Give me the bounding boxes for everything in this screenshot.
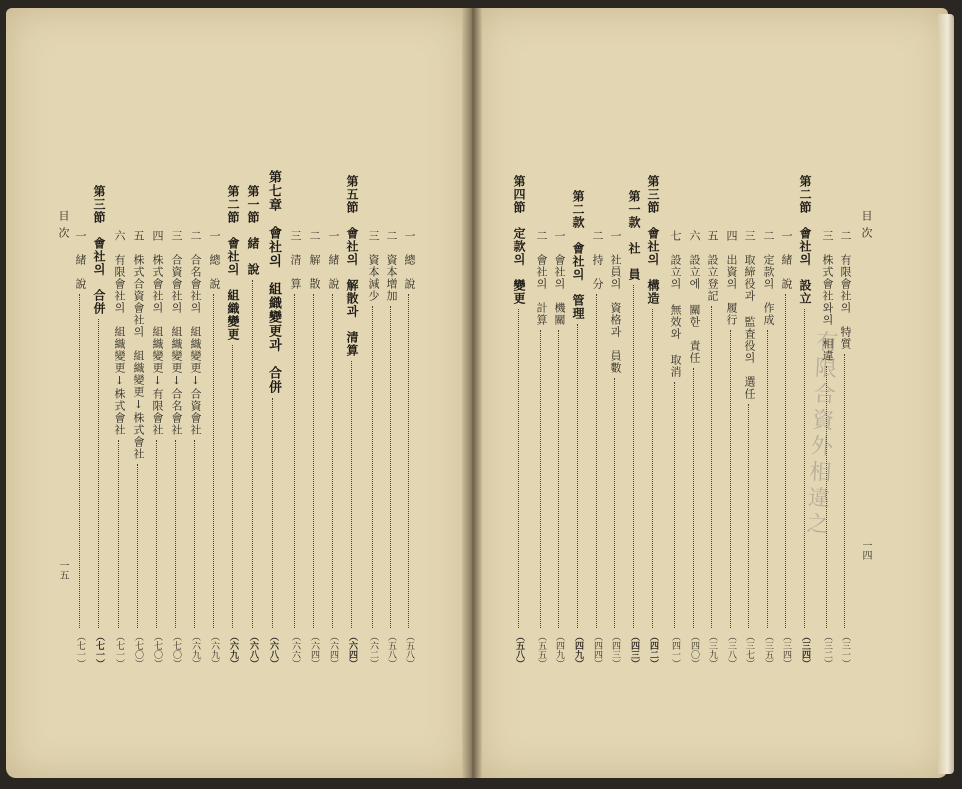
toc-entry-page: （六九） bbox=[228, 632, 238, 668]
leader-dots bbox=[804, 309, 805, 628]
toc-entry-title: 第四節 定款의 變更 bbox=[512, 175, 526, 305]
leader-dots bbox=[577, 324, 578, 628]
left-page-toc-entry bbox=[384, 230, 398, 668]
right-page-toc-entry bbox=[646, 175, 660, 668]
right-page-toc-entry bbox=[779, 230, 793, 668]
toc-entry-title: 三 合資會社의 組織變更↓合名會社 bbox=[170, 230, 183, 436]
toc-entry-page: （四四） bbox=[592, 632, 602, 668]
toc-entry-title: 三 株式會社와의 相違 bbox=[821, 230, 834, 362]
left-page-toc-entry bbox=[307, 230, 321, 668]
toc-entry-page: （六九） bbox=[209, 632, 219, 668]
leader-dots bbox=[175, 440, 176, 628]
toc-entry-page: （三四） bbox=[781, 632, 791, 668]
right-page-toc-entry bbox=[512, 175, 526, 668]
toc-entry-page: （四九） bbox=[573, 632, 583, 668]
toc-entry-title: 二 有限會社의 特質 bbox=[839, 230, 852, 350]
toc-entry-page: （三七） bbox=[744, 632, 754, 668]
left-page-toc-entry bbox=[169, 230, 183, 668]
leader-dots bbox=[294, 294, 295, 628]
left-page-toc-entry bbox=[402, 230, 416, 668]
toc-entry-page: （六四） bbox=[328, 632, 338, 668]
leader-dots bbox=[98, 319, 99, 628]
toc-entry-page: （六二） bbox=[368, 632, 378, 668]
toc-entry-page: （五八） bbox=[514, 632, 524, 668]
left-page-toc-entry bbox=[73, 230, 87, 668]
toc-entry-page: （七一） bbox=[114, 632, 124, 668]
leader-dots bbox=[232, 345, 233, 628]
leader-dots bbox=[118, 440, 119, 628]
toc-entry-page: （三五） bbox=[763, 632, 773, 668]
left-page-toc-entry bbox=[226, 185, 240, 668]
toc-entry-title: 第一款 社 員 bbox=[627, 190, 641, 281]
toc-entry-page: （六四） bbox=[309, 632, 319, 668]
toc-entry-page: （七〇） bbox=[171, 632, 181, 668]
leader-dots bbox=[332, 294, 333, 628]
left-page-toc-entry bbox=[266, 170, 280, 668]
toc-entry-title: 一 總 說 bbox=[403, 230, 416, 290]
toc-entry-page: （七一） bbox=[75, 632, 85, 668]
leader-dots bbox=[213, 294, 214, 628]
leader-dots bbox=[614, 378, 615, 628]
leader-dots bbox=[156, 440, 157, 628]
toc-entry-title: 二 合名會社의 組織變更↓合資會社 bbox=[189, 230, 202, 436]
leader-dots bbox=[194, 440, 195, 628]
right-page-toc-entry bbox=[724, 230, 738, 668]
right-page-toc-entry bbox=[571, 190, 585, 668]
leader-dots bbox=[767, 330, 768, 628]
toc-entry-title: 第七章 會社의 組織變更과 合併 bbox=[266, 170, 281, 394]
toc-entry-title: 第二節 會社의 組織變更 bbox=[226, 185, 240, 341]
right-page-toc-entry bbox=[534, 230, 548, 668]
leader-dots bbox=[596, 294, 597, 628]
toc-entry-title: 第一節 緒 說 bbox=[246, 185, 260, 276]
right-page-toc-entry bbox=[627, 190, 641, 668]
left-page-toc-entry bbox=[246, 185, 260, 668]
left-page-toc-entry bbox=[131, 230, 145, 668]
left-page-toc-entry bbox=[345, 175, 359, 668]
right-page-toc-entry bbox=[705, 230, 719, 668]
toc-entry-title: 三 資本減少 bbox=[367, 230, 380, 302]
book-spine bbox=[462, 8, 482, 778]
toc-entry-title: 一 會社의 機關 bbox=[553, 230, 566, 326]
right-page-toc-entry bbox=[742, 230, 756, 668]
toc-entry-page: （四九） bbox=[554, 632, 564, 668]
toc-entry-title: 一 緒 說 bbox=[780, 230, 793, 290]
leader-dots bbox=[79, 294, 80, 628]
leader-dots bbox=[313, 294, 314, 628]
left-page-folio: 一五 bbox=[57, 560, 68, 580]
pencil-annotation: 有限合資外相違之 bbox=[802, 329, 839, 539]
right-page-header: 目次 bbox=[860, 210, 873, 244]
toc-entry-title: 七 設立의 無效와 取消 bbox=[669, 230, 682, 378]
left-page-toc-entry bbox=[112, 230, 126, 668]
toc-entry-page: （六六） bbox=[290, 632, 300, 668]
leader-dots bbox=[844, 354, 845, 628]
right-page-toc-entry bbox=[761, 230, 775, 668]
toc-entry-page: （三一） bbox=[840, 632, 850, 668]
toc-entry-title: 三 清 算 bbox=[289, 230, 302, 290]
left-page-toc-entry bbox=[92, 185, 106, 668]
left-page-header: 目次 bbox=[57, 210, 70, 244]
toc-entry-page: （五八） bbox=[386, 632, 396, 668]
toc-entry-title: 第二節 會社의 設立 bbox=[798, 175, 812, 305]
toc-entry-title: 第五節 會社의 解散과 清算 bbox=[345, 175, 359, 357]
leader-dots bbox=[633, 285, 634, 628]
leader-dots bbox=[351, 361, 352, 628]
right-page-toc-entry bbox=[820, 230, 834, 668]
toc-entry-page: （六九） bbox=[190, 632, 200, 668]
leader-dots bbox=[408, 294, 409, 628]
leader-dots bbox=[272, 398, 273, 628]
toc-entry-page: （五五） bbox=[536, 632, 546, 668]
leader-dots bbox=[674, 382, 675, 628]
toc-entry-page: （三八） bbox=[726, 632, 736, 668]
right-page-toc-entry bbox=[798, 175, 812, 668]
left-page-toc-entry bbox=[288, 230, 302, 668]
leader-dots bbox=[711, 306, 712, 628]
right-page-toc-entry bbox=[687, 230, 701, 668]
toc-entry-title: 二 定款의 作成 bbox=[762, 230, 775, 326]
toc-entry-title: 一 緒 說 bbox=[74, 230, 87, 290]
toc-entry-title: 一 緒 說 bbox=[327, 230, 340, 290]
toc-entry-page: （七〇） bbox=[133, 632, 143, 668]
toc-entry-page: （四一） bbox=[670, 632, 680, 668]
toc-entry-title: 六 有限會社의 組織變更↓株式會社 bbox=[113, 230, 126, 436]
toc-entry-page: （四二） bbox=[648, 632, 658, 668]
leader-dots bbox=[252, 280, 253, 628]
toc-entry-page: （七〇） bbox=[152, 632, 162, 668]
right-page-toc-entry bbox=[608, 230, 622, 668]
toc-entry-title: 四 出資의 履行 bbox=[725, 230, 738, 326]
toc-entry-title: 二 解 散 bbox=[308, 230, 321, 290]
right-page-toc-entry bbox=[590, 230, 604, 668]
right-page-folio: 一四 bbox=[860, 540, 871, 560]
toc-entry-title: 第三節 會社의 構造 bbox=[646, 175, 660, 305]
toc-entry-page: （三九） bbox=[707, 632, 717, 668]
toc-entry-page: （五八） bbox=[404, 632, 414, 668]
leader-dots bbox=[558, 330, 559, 628]
left-page-toc-entry bbox=[366, 230, 380, 668]
leader-dots bbox=[372, 306, 373, 628]
toc-entry-title: 二 會社의 計算 bbox=[535, 230, 548, 326]
leader-dots bbox=[826, 366, 827, 628]
right-page-toc-entry bbox=[838, 230, 852, 668]
right-page-toc-entry bbox=[668, 230, 682, 668]
toc-entry-title: 一 社員의 資格과 員數 bbox=[609, 230, 622, 374]
right-page-toc-entry bbox=[552, 230, 566, 668]
toc-entry-title: 二 持 分 bbox=[591, 230, 604, 290]
toc-entry-page: （四三） bbox=[610, 632, 620, 668]
left-page-toc-entry bbox=[326, 230, 340, 668]
leader-dots bbox=[540, 330, 541, 628]
leader-dots bbox=[730, 330, 731, 628]
toc-entry-page: （六四） bbox=[347, 632, 357, 668]
toc-entry-title: 二 資本增加 bbox=[385, 230, 398, 302]
left-page-toc-entry bbox=[207, 230, 221, 668]
leader-dots bbox=[137, 464, 138, 628]
left-page-toc-entry bbox=[188, 230, 202, 668]
toc-entry-page: （六八） bbox=[268, 632, 278, 668]
toc-entry-title: 三 取締役과 監査役의 選任 bbox=[743, 230, 756, 400]
left-page-toc-entry bbox=[150, 230, 164, 668]
toc-entry-title: 第二款 會社의 管理 bbox=[571, 190, 585, 320]
toc-entry-title: 六 設立에 關한 責任 bbox=[688, 230, 701, 364]
toc-entry-page: （三二） bbox=[822, 632, 832, 668]
toc-entry-page: （四〇） bbox=[689, 632, 699, 668]
toc-entry-page: （三四） bbox=[800, 632, 810, 668]
leader-dots bbox=[518, 309, 519, 628]
toc-entry-title: 五 株式合資會社의 組織變更↓株式會社 bbox=[132, 230, 145, 460]
leader-dots bbox=[693, 368, 694, 628]
leader-dots bbox=[748, 404, 749, 628]
toc-entry-title: 四 株式會社의 組織變更↓有限會社 bbox=[151, 230, 164, 436]
toc-entry-page: （六八） bbox=[248, 632, 258, 668]
toc-entry-title: 第三節 會社의 合併 bbox=[92, 185, 106, 315]
toc-entry-title: 一 總 說 bbox=[208, 230, 221, 290]
toc-entry-title: 五 設立登記 bbox=[706, 230, 719, 302]
leader-dots bbox=[390, 306, 391, 628]
page-edge bbox=[938, 14, 954, 774]
leader-dots bbox=[652, 309, 653, 628]
toc-entry-page: （七一） bbox=[94, 632, 104, 668]
toc-entry-page: （四三） bbox=[629, 632, 639, 668]
leader-dots bbox=[785, 294, 786, 628]
